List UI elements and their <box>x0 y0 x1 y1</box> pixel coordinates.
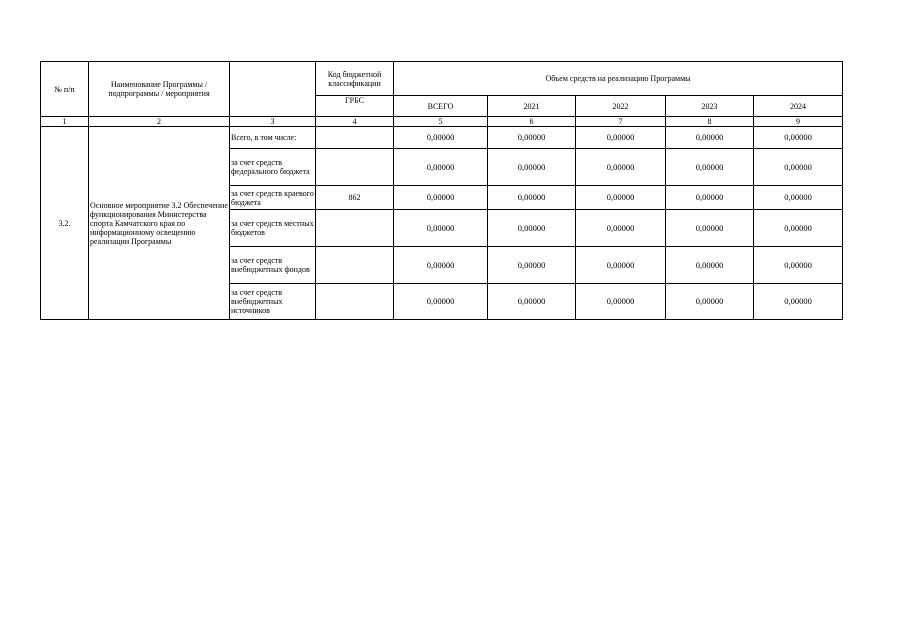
budget-table <box>40 61 843 320</box>
value-2023: 0,00000 <box>666 210 754 247</box>
value-total: 0,00000 <box>394 284 488 320</box>
value-2023: 0,00000 <box>666 284 754 320</box>
column-number: 2 <box>89 117 230 127</box>
funding-source: за счет средств краевого бюджета <box>230 186 316 210</box>
value-2021: 0,00000 <box>488 127 576 149</box>
column-number: 3 <box>230 117 316 127</box>
header-volume: Объем средств на реализацию Программы <box>394 62 843 96</box>
header-total: ВСЕГО <box>394 96 488 117</box>
value-total: 0,00000 <box>394 210 488 247</box>
table-row <box>41 127 843 149</box>
value-2024: 0,00000 <box>754 284 843 320</box>
column-number-row <box>41 117 843 127</box>
column-number: 6 <box>488 117 576 127</box>
grbs-code <box>316 247 394 284</box>
value-2023: 0,00000 <box>666 186 754 210</box>
header-code: Код бюджетной классификации <box>316 62 394 96</box>
value-2023: 0,00000 <box>666 247 754 284</box>
column-number: 7 <box>576 117 666 127</box>
value-2022: 0,00000 <box>576 210 666 247</box>
value-2022: 0,00000 <box>576 284 666 320</box>
value-2024: 0,00000 <box>754 210 843 247</box>
value-2023: 0,00000 <box>666 149 754 186</box>
grbs-code <box>316 210 394 247</box>
value-2023: 0,00000 <box>666 127 754 149</box>
value-2021: 0,00000 <box>488 210 576 247</box>
value-2024: 0,00000 <box>754 127 843 149</box>
funding-source: за счет средств федерального бюджета <box>230 149 316 186</box>
header-col3 <box>230 62 316 117</box>
value-2022: 0,00000 <box>576 247 666 284</box>
value-total: 0,00000 <box>394 247 488 284</box>
value-2024: 0,00000 <box>754 186 843 210</box>
value-total: 0,00000 <box>394 186 488 210</box>
value-total: 0,00000 <box>394 149 488 186</box>
header-name: Наименование Программы / подпрограммы / мероприятия <box>89 62 230 117</box>
header-grbs: ГРБС <box>316 96 394 117</box>
funding-source: за счет средств внебюджетных фондов <box>230 247 316 284</box>
value-total: 0,00000 <box>394 127 488 149</box>
funding-source: за счет средств внебюджетных источников <box>230 284 316 320</box>
header-year: 2023 <box>666 96 754 117</box>
value-2022: 0,00000 <box>576 186 666 210</box>
value-2021: 0,00000 <box>488 186 576 210</box>
value-2021: 0,00000 <box>488 247 576 284</box>
grbs-code <box>316 149 394 186</box>
header-year: 2022 <box>576 96 666 117</box>
column-number: 9 <box>754 117 843 127</box>
header-num: № п/п <box>41 62 89 117</box>
grbs-code <box>316 127 394 149</box>
grbs-code: 862 <box>316 186 394 210</box>
funding-source: Всего, в том числе: <box>230 127 316 149</box>
value-2024: 0,00000 <box>754 149 843 186</box>
funding-source: за счет средств местных бюджетов <box>230 210 316 247</box>
header-year: 2024 <box>754 96 843 117</box>
column-number: 5 <box>394 117 488 127</box>
header-year: 2021 <box>488 96 576 117</box>
column-number: 8 <box>666 117 754 127</box>
value-2022: 0,00000 <box>576 127 666 149</box>
column-number: 1 <box>41 117 89 127</box>
item-number: 3.2. <box>41 127 89 320</box>
value-2022: 0,00000 <box>576 149 666 186</box>
item-name: Основное мероприятие 3.2 Обеспечение функционирования Министерства спорта Камчатского края по информационному освещению реализации Программы <box>89 127 230 320</box>
value-2021: 0,00000 <box>488 284 576 320</box>
grbs-code <box>316 284 394 320</box>
column-number: 4 <box>316 117 394 127</box>
value-2021: 0,00000 <box>488 149 576 186</box>
value-2024: 0,00000 <box>754 247 843 284</box>
